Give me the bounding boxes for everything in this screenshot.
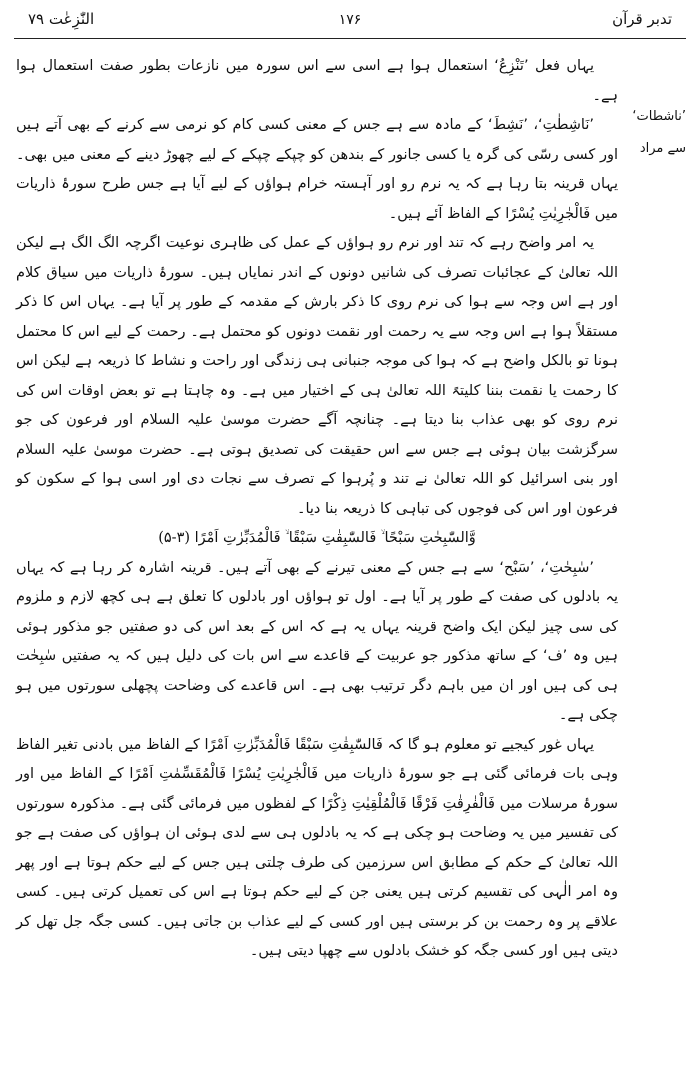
page-header	[28, 6, 672, 36]
margin-note-murad: سے مراد	[639, 141, 686, 156]
paragraph: یہاں غور کیجیے تو معلوم ہو گا کہ فَالسّٰبِقٰتِ سَبْقًا فَالْمُدَبِّرٰتِ اَمْرًا کے الفاظ میں بادنی تغیر الفاظ وہی بات فرمائی گئی ہے جو سورۂ ذاریات میں فَالْجٰرِیٰتِ یُسْرًا فَالْمُقَسِّمٰتِ اَمْرًا کے الفاظ میں اور سورۂ مرسلات میں فَالْفٰرِقٰتِ فَرْقًا فَالْمُلْقِیٰتِ ذِکْرًا کے لفظوں میں فرمائی گئی ہے۔ مذکورہ سورتوں کی تفسیر میں یہ وضاحت ہو چکی ہے کہ یہ بادلوں ہی سے لدی ہوئی ان ہواؤں کی صفت ہے جو اللہ تعالیٰ کے حکم کے مطابق اس سرزمین کی طرف چلتی ہیں جس کے لیے حکم ہوتا ہے اور پھر وہ امر الٰہی کی تقسیم کرتی ہیں یعنی جن کے لیے حکم ہوتا ہے اس کی تعمیل کرتی ہیں۔ کسی علاقے پر وہ رحمت بن کر برستی ہیں اور کسی کے لیے عذاب بن جاتی ہیں۔ کسی جگہ جل تھل کر دیتی ہیں اور کسی جگہ کو خشک بادلوں سے چھپا دیتی ہیں۔	[16, 736, 618, 959]
paragraph: ’نَاشِطٰتِ‘، ’نَشِطَ‘ کے مادہ سے ہے جس کے معنی کسی کام کو نرمی سے کرنے کے بھی آتے ہیں اور کسی رسّی کی گرہ یا کسی جانور کے بندھن کو چپکے چپکے کے لیے چھوڑ دینے کے معنی میں بھی۔ یہاں قرینہ بتا رہا ہے کہ یہ نرم رو اور آہستہ خرام ہواؤں کے لیے آیا ہے جس طرح سورۂ ذاریات میں فَالْجٰرِیٰتِ یُسْرًا کے الفاظ آئے ہیں۔	[16, 117, 618, 222]
margin-note-nashitat: ’ناشطات‘	[632, 109, 686, 124]
surah-reference: النّٰزِعٰت ۷۹	[28, 10, 95, 28]
quran-verse: وَّالسّٰبِحٰتِ سَبْحًا ۙ فَالسّٰبِقٰتِ سَبْقًا ۙ فَالْمُدَبِّرٰتِ اَمْرًا (۳-۵)	[158, 530, 476, 546]
paragraph: ’سٰبِحٰتِ‘، ’سَبْح‘ سے ہے جس کے معنی تیرنے کے بھی آتے ہیں۔ قرینہ اشارہ کر رہا ہے کہ یہاں یہ بادلوں کی صفت کے طور پر آیا ہے۔ اول تو ہواؤں اور بادلوں کا تعلق ہے ہی کچھ لازم و ملزوم کی سی چیز لیکن ایک واضح قرینہ یہاں یہ ہے کہ اس کے بعد اس کی دو صفتیں جو مذکور ہوئی ہیں وہ ’ف‘ کے ساتھ مذکور جو عربیت کے قاعدے سے اس بات کی دلیل ہیں کہ یہ صفتیں سٰبِحٰت ہی کی ہیں اور ان میں باہم دگر ترتیب بھی ہے۔ اس قاعدے کی وضاحت پچھلی سورتوں میں ہو چکی ہے۔	[16, 559, 618, 723]
header-rule	[14, 38, 686, 39]
page-number: ۱۷۶	[338, 12, 362, 28]
body-text	[16, 52, 618, 967]
paragraph: یہاں فعل ’تَنْزِعُ‘ استعمال ہوا ہے اسی سے اس سورہ میں نازعات بطور صفت استعمال ہوا ہے۔	[16, 58, 618, 104]
paragraph: یہ امر واضح رہے کہ تند اور نرم رو ہواؤں کے عمل کی ظاہری نوعیت اگرچہ الگ الگ ہے لیکن اللہ تعالیٰ کے عجائبات تصرف کی شانیں دونوں کے اندر نمایاں ہیں۔ سورۂ ذاریات میں سیاق کلام اور ہے اس وجہ سے ہوا کی نرم روی کا ذکر بارش کے مقدمہ کے طور پر آیا ہے۔ یہاں اس کا ذکر مستقلاً ہوا ہے اس وجہ سے یہ رحمت اور نقمت دونوں کو محتمل ہے۔ رحمت کے لیے اس کا محتمل ہونا تو بالکل واضح ہے کہ ہوا کی موجہ جنبانی ہی زندگی اور راحت و نشاط کا ذریعہ ہے لیکن اس کا رحمت یا نقمت بننا کلیتہً اللہ تعالیٰ ہی کے اختیار میں ہے۔ وہ چاہتا ہے تو بعض اوقات اس کی نرم روی کو بھی عذاب بنا دیتا ہے۔ چنانچہ آگے حضرت موسیٰ علیہ السلام اور فرعون کی جو سرگزشت بیان ہوئی ہے جس سے اس حقیقت کی تصدیق ہوتی ہے۔ حضرت موسیٰ علیہ السلام اور بنی اسرائیل کو اللہ تعالیٰ نے تند و پُرہوا کے تصرف سے نجات دی اور اسی ہوا کے سکون کو فرعون اور اس کی فوجوں کی تباہی کا ذریعہ بنا دیا۔	[16, 235, 618, 517]
running-title: تدبر قرآن	[612, 10, 672, 28]
